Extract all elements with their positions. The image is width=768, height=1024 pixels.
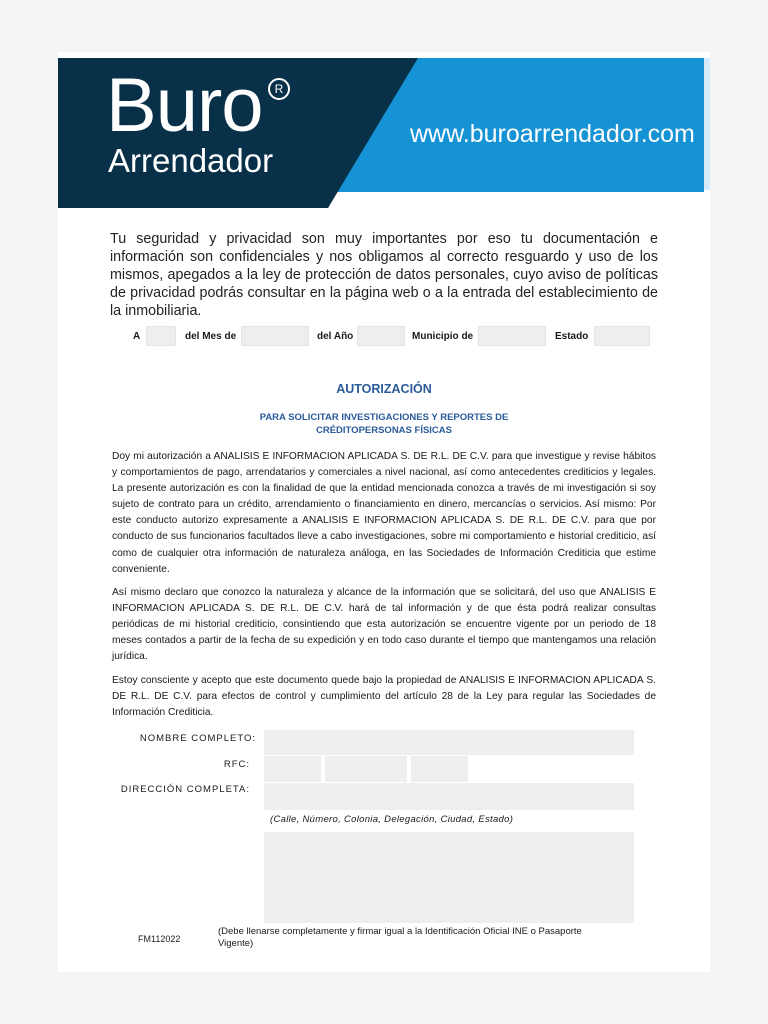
brand-logo-sub: Arrendador [108, 142, 274, 179]
brand-url-link[interactable]: www.buroarrendador.com [410, 120, 695, 148]
rfc-field-part-2[interactable] [325, 756, 407, 782]
state-label: Estado [555, 331, 589, 342]
day-field[interactable] [146, 326, 176, 346]
authorization-paragraph-3: Estoy consciente y acepto que este documento quede bajo la propiedad de ANALISIS E INFORMACION APLICADA S. DE R.L. DE C.V. para efectos de control y cumplimiento del artículo 28 de la Ley para regular las Sociedades de Información Crediticia. [112, 675, 656, 719]
full-address-field[interactable] [264, 783, 634, 810]
document-subtitle: PARA SOLICITAR INVESTIGACIONES Y REPORTES DE CRÉDITOPERSONAS FÍSICAS [259, 412, 509, 436]
authorization-paragraph-1: Doy mi autorización a ANALISIS E INFORMACION APLICADA S. DE R.L. DE C.V. para que investigue y revise hábitos y comportamientos de pago, arrendatarios y comerciales a nivel nacional, así como antecedentes crediticios y legales. La presente autorización es con la finalidad de que la entidad mencionada conozca a través de mi investigación si soy sujeto de contrato para un crédito, arrendamiento o financiamiento en dinero, mercancías o servicios. Así mismo: Por este conducto autorizo expresamente a ANALISIS E INFORMACION APLICADA S. DE R.L. DE C.V. para que por conducto de sus funcionarios facultados lleve a cabo investigaciones, sobre mi comportamiento e historial crediticio, así como de cualquier otra información de naturaleza análoga, en las Sociedades de Información Crediticia que estime conveniente. [112, 451, 656, 575]
brand-logo-main: Buro [106, 63, 263, 148]
header-banner [58, 58, 710, 208]
month-label: del Mes de [185, 331, 237, 342]
municipality-label: Municipio de [412, 331, 474, 342]
full-name-label: NOMBRE COMPLETO: [139, 733, 256, 744]
privacy-intro-text: Tu seguridad y privacidad son muy importantes por eso tu documentación e información son confidenciales y nos obligamos al correcto resguardo y uso de los mismos, apegados a la ley de protección de datos personales, cuyo aviso de políticas de privacidad podrás consultar en la página web o a la entrada del establecimiento de la inmobiliaria. [110, 231, 658, 319]
rfc-label: RFC: [223, 759, 250, 770]
day-label: A [133, 331, 141, 342]
rfc-field-part-1[interactable] [264, 756, 321, 782]
full-name-field[interactable] [264, 730, 634, 755]
year-field[interactable] [357, 326, 405, 346]
document-title: AUTORIZACIÓN [336, 382, 432, 396]
month-field[interactable] [241, 326, 309, 346]
address-format-hint: (Calle, Número, Colonia, Delegación, Ciudad, Estado) [270, 814, 514, 825]
form-code: FM112022 [138, 934, 181, 944]
document-page [58, 52, 710, 972]
signature-area[interactable] [264, 832, 634, 923]
authorization-paragraph-2: Así mismo declaro que conozco la naturaleza y alcance de la información que se solicitará, del uso que ANALISIS E INFORMACION APLICADA S. DE R.L. DE C.V. hará de tal información y de que ésta podrá realizar consultas periódicas de mi historial crediticio, consintiendo que esta autorización se encuentre vigente por un periodo de 18 meses contados a partir de la fecha de su expedición y en todo caso durante el tiempo que mantengamos una relación jurídica. [112, 587, 656, 663]
date-location-row [58, 326, 710, 346]
rfc-field-part-3[interactable] [411, 756, 468, 782]
registered-mark-icon: R [268, 78, 290, 100]
full-address-label: DIRECCIÓN COMPLETA: [120, 784, 250, 795]
municipality-field[interactable] [478, 326, 546, 346]
state-field[interactable] [594, 326, 650, 346]
year-label: del Año [317, 331, 354, 342]
signature-note: (Debe llenarse completamente y firmar igual a la Identificación Oficial INE o Pasaporte Vigente) [218, 926, 582, 949]
